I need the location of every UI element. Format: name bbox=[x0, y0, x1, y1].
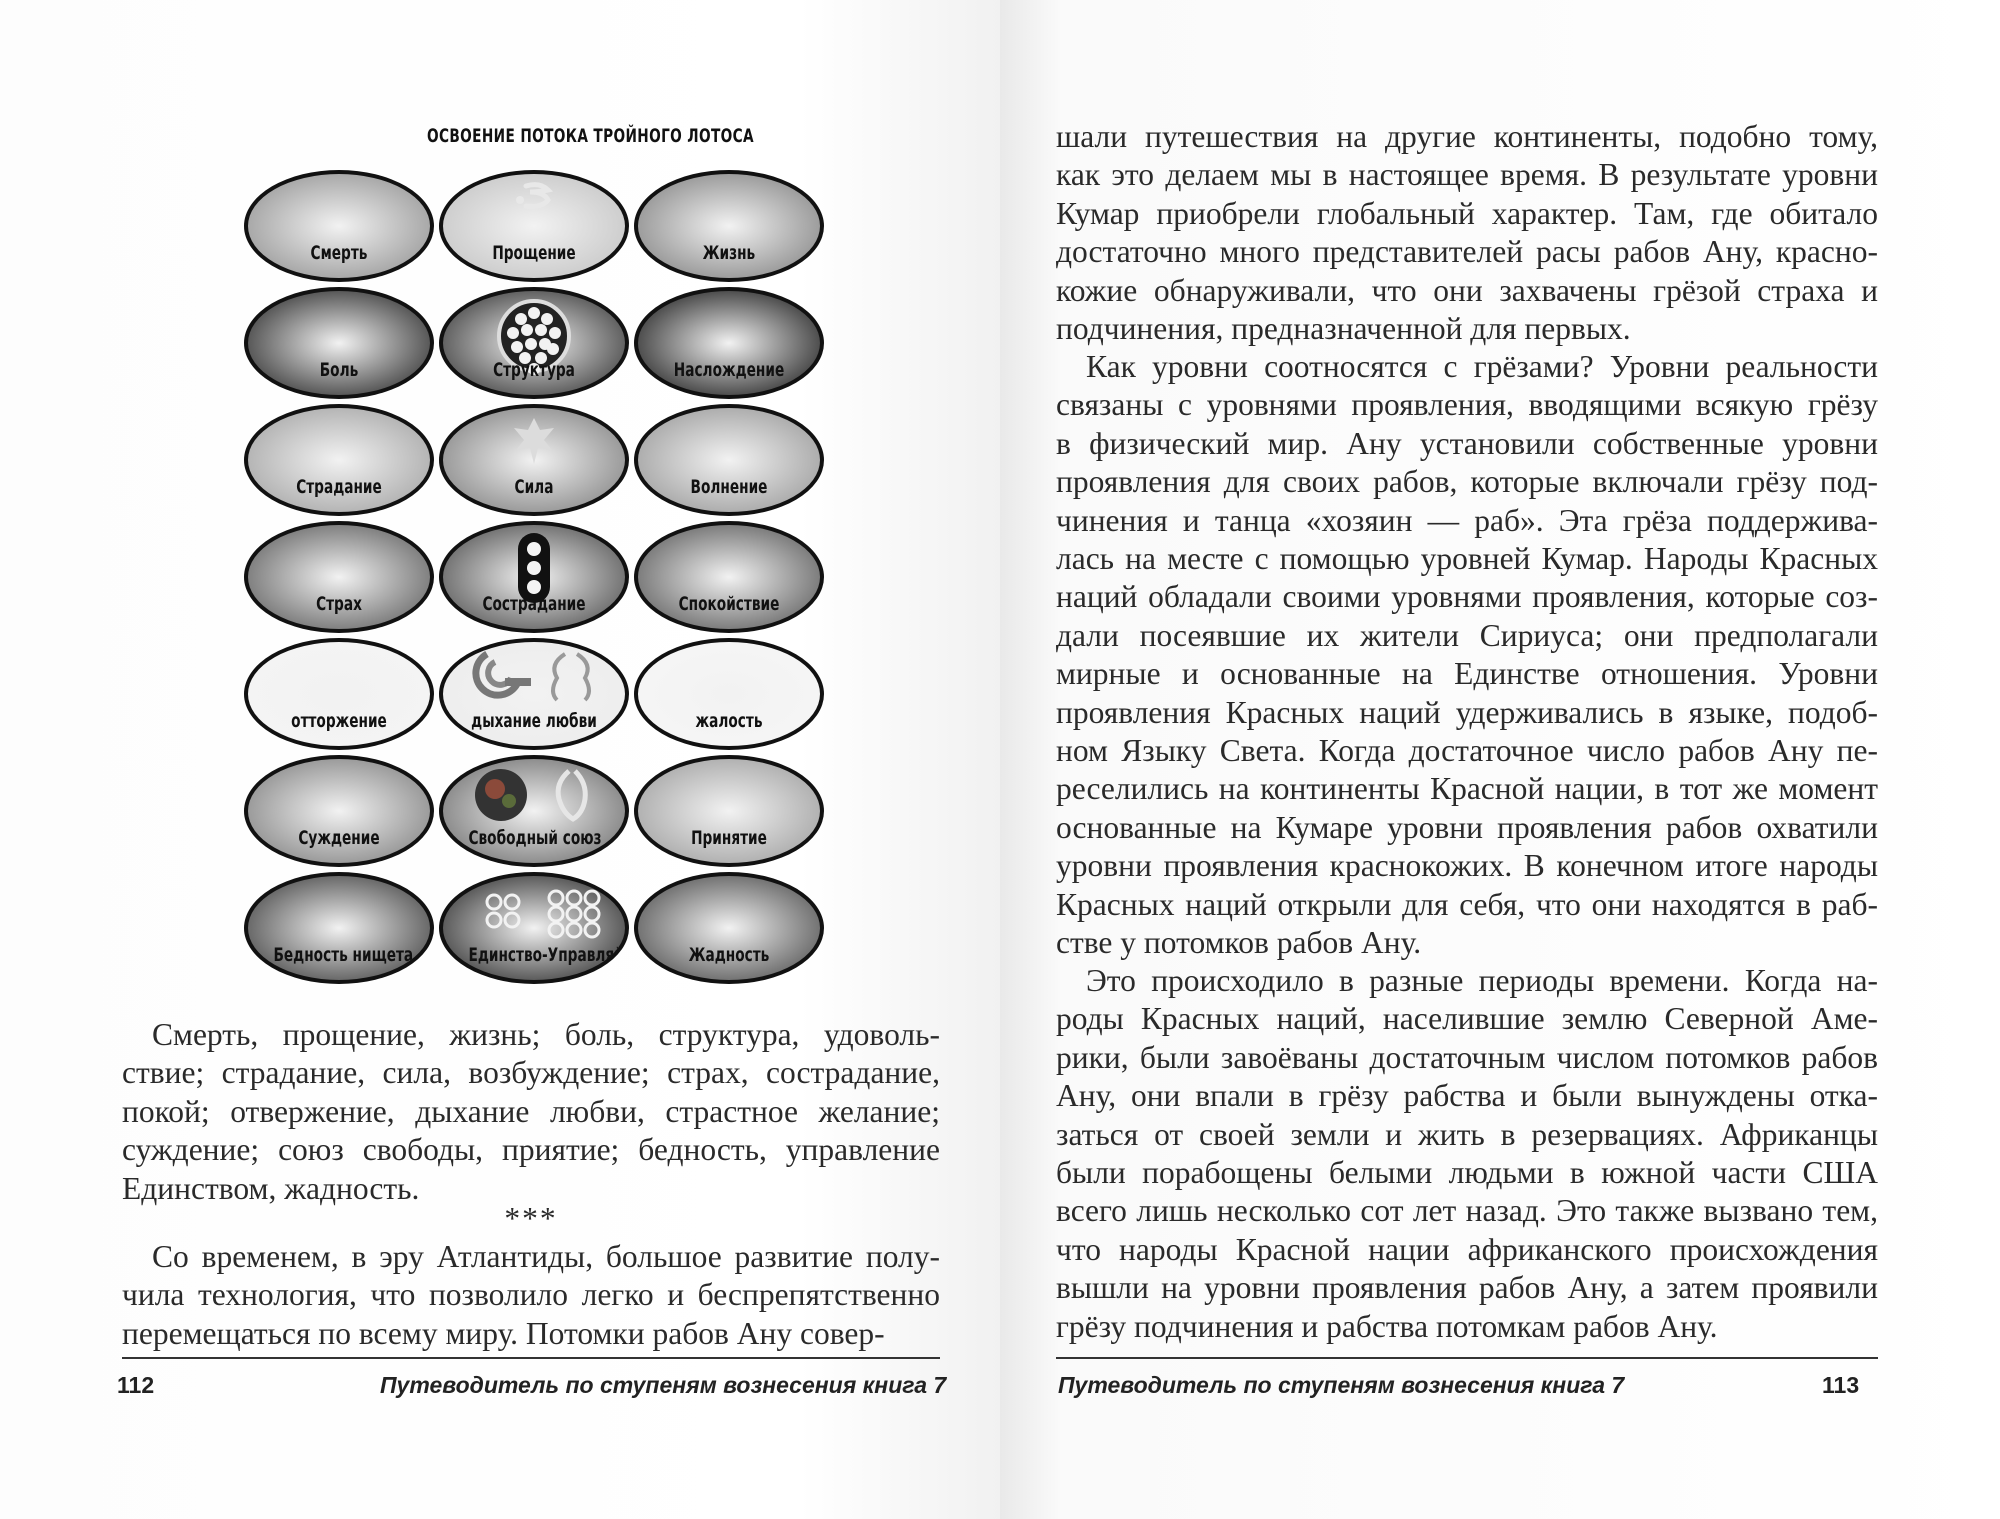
text-line: реселились на континенты Красной нации, в тот же момент bbox=[1056, 771, 1878, 807]
lotus-oval bbox=[244, 170, 434, 282]
lotus-oval bbox=[244, 755, 434, 867]
lotus-oval bbox=[634, 521, 824, 633]
text-line: Кумар приобрели глобальный характер. Там, где обитало bbox=[1056, 195, 1878, 231]
lotus-oval bbox=[634, 287, 824, 399]
text-line: грёзу подчинения и рабства потомкам рабов Ану. bbox=[1056, 1308, 1718, 1344]
oval-label: Спокойствие bbox=[678, 593, 780, 615]
lotus-symbol-icon bbox=[469, 648, 599, 709]
oval-label: Принятие bbox=[691, 827, 767, 849]
text-line: покой; отвержение, дыхание любви, страстное желание; bbox=[122, 1093, 940, 1129]
text-line: лась на месте с помощью уровней Кумар. Народы Красных bbox=[1056, 541, 1878, 577]
text-line: наций обладали своими уровнями проявления, которые соз- bbox=[1056, 579, 1878, 615]
oval-label: Единство-Управляй bbox=[468, 944, 624, 966]
lotus-oval bbox=[439, 872, 629, 984]
oval-label: Жадность bbox=[688, 944, 770, 966]
lotus-oval bbox=[439, 755, 629, 867]
figure-caption bbox=[122, 1016, 940, 1208]
lotus-oval bbox=[244, 521, 434, 633]
lotus-symbol-icon bbox=[469, 765, 599, 830]
text-line: связаны с уровнями проявления, вводящими всякую грёзу bbox=[1056, 387, 1878, 423]
lotus-oval bbox=[439, 521, 629, 633]
running-head: Путеводитель по ступеням вознесения книга 7 bbox=[1058, 1372, 1625, 1398]
page-number: 113 bbox=[1822, 1372, 1860, 1398]
text-line: шали путешествия на другие континенты, подобно тому, bbox=[1056, 119, 1878, 154]
text-line: чила технология, что позволило легко и беспрепятственно bbox=[122, 1277, 940, 1313]
oval-label: Страдание bbox=[296, 476, 382, 498]
text-line: Со временем, в эру Атлантиды, большое развитие полу- bbox=[152, 1239, 940, 1274]
lotus-oval bbox=[439, 404, 629, 516]
footer-rule bbox=[122, 1357, 940, 1359]
text-line: стве у потомков рабов Ану. bbox=[1056, 925, 1422, 961]
lotus-oval bbox=[244, 872, 434, 984]
oval-label: Волнение bbox=[690, 476, 768, 498]
text-line: дали посеявшие их жители Сириуса; они предполагали bbox=[1056, 617, 1878, 653]
lotus-oval bbox=[244, 638, 434, 750]
oval-label: отторжение bbox=[291, 710, 387, 732]
page-number: 112 bbox=[117, 1372, 155, 1398]
text-line: роды Красных наций, населившие землю Северной Аме- bbox=[1056, 1001, 1878, 1037]
text-line: что народы Красной нации африканского происхождения bbox=[1056, 1231, 1878, 1267]
text-line: перемещаться по всему миру. Потомки рабов Ану совер- bbox=[122, 1315, 885, 1351]
text-line: заться от своей земли и жить в резервациях. Африканцы bbox=[1056, 1116, 1878, 1152]
text-line: Ану, они впали в грёзу рабства и были вынуждены отка- bbox=[1056, 1078, 1878, 1114]
lotus-oval bbox=[244, 404, 434, 516]
lotus-oval bbox=[634, 404, 824, 516]
text-line: подчинения, предназначенной для первых. bbox=[1056, 311, 1631, 347]
text-line: уровни проявления краснокожих. В конечном итоге народы bbox=[1056, 848, 1878, 884]
oval-label: Наслождение bbox=[673, 359, 785, 381]
text-line: достаточно много представителей расы рабов Ану, красно- bbox=[1056, 234, 1878, 270]
text-line: всего лишь несколько сот лет назад. Это также вызвано тем, bbox=[1056, 1193, 1878, 1229]
oval-label: жалость bbox=[695, 710, 763, 732]
oval-label: Боль bbox=[319, 359, 359, 381]
oval-label: Смерть bbox=[310, 242, 368, 264]
footer-rule bbox=[1056, 1357, 1878, 1359]
lotus-oval bbox=[634, 638, 824, 750]
lotus-symbol-icon bbox=[509, 414, 559, 473]
oval-label: Структура bbox=[493, 359, 575, 381]
text-line: как это делаем мы в настоящее время. В результате уровни bbox=[1056, 157, 1878, 193]
text-line: суждение; союз свободы, приятие; бедность, управление bbox=[122, 1132, 940, 1168]
paragraph-3 bbox=[1056, 962, 1878, 1346]
text-line: в физический мир. Ану установили собственные уровни bbox=[1056, 425, 1878, 461]
left-paragraph bbox=[122, 1238, 940, 1353]
text-line: чинения и танца «хозяин — раб». Эта грёза поддержива- bbox=[1056, 502, 1878, 538]
text-line: ствие; страдание, сила, возбуждение; страх, сострадание, bbox=[122, 1055, 940, 1091]
text-line: ном Языку Света. Когда достаточное число рабов Ану пе- bbox=[1056, 733, 1878, 769]
text-line: проявления Красных наций удерживались в языке, подоб- bbox=[1056, 694, 1878, 730]
oval-label: Прощение bbox=[492, 242, 576, 264]
text-line: вышли на уровни проявления рабов Ану, а затем проявили bbox=[1056, 1270, 1878, 1306]
oval-label: Жизнь bbox=[702, 242, 756, 264]
oval-label: Сила bbox=[514, 476, 554, 498]
right-page bbox=[1000, 0, 2000, 1519]
text-line: Красных наций открыли для себя, что они находятся в раб- bbox=[1056, 886, 1878, 922]
text-line: рики, были завоёваны достаточным числом потомков рабов bbox=[1056, 1039, 1878, 1075]
text-line: Как уровни соотносятся с грёзами? Уровни реальности bbox=[1086, 349, 1878, 384]
text-line: были порабощены белыми людьми в южной части США bbox=[1056, 1155, 1878, 1191]
paragraph-1 bbox=[1056, 118, 1878, 348]
text-line: кожие обнаруживали, что они захвачены грёзой страха и bbox=[1056, 272, 1878, 308]
paragraph-2 bbox=[1056, 348, 1878, 963]
oval-label: Страх bbox=[316, 593, 362, 615]
figure-title: ОСВОЕНИЕ ПОТОКА ТРОЙНОГО ЛОТОСА bbox=[427, 125, 755, 147]
lotus-oval bbox=[439, 638, 629, 750]
lotus-oval bbox=[634, 872, 824, 984]
text-line: основанные на Кумаре уровни проявления рабов охватили bbox=[1056, 809, 1878, 845]
lotus-oval bbox=[439, 287, 629, 399]
text-line: мирные и основанные на Единстве отношения. Уровни bbox=[1056, 656, 1878, 692]
lotus-oval bbox=[439, 170, 629, 282]
oval-label: Сострадание bbox=[482, 593, 586, 615]
separator: *** bbox=[504, 1201, 558, 1236]
lotus-oval bbox=[244, 287, 434, 399]
lotus-symbol-icon bbox=[464, 882, 604, 945]
text-line: проявления для своих рабов, которые включали грёзу под- bbox=[1056, 464, 1878, 500]
lotus-symbol-icon bbox=[512, 180, 556, 225]
oval-label: дыхание любви bbox=[471, 710, 597, 732]
running-head: Путеводитель по ступеням вознесения книга 7 bbox=[380, 1372, 947, 1398]
oval-label: Свободный союз bbox=[468, 827, 602, 849]
oval-label: Бедность нищета bbox=[273, 944, 414, 966]
oval-label: Суждение bbox=[298, 827, 380, 849]
lotus-oval bbox=[634, 170, 824, 282]
text-line: Смерть, прощение, жизнь; боль, структура, удоволь- bbox=[152, 1017, 940, 1052]
text-line: Это происходило в разные периоды времени. Когда на- bbox=[1086, 963, 1878, 998]
text-line: Единством, жадность. bbox=[122, 1170, 420, 1206]
lotus-oval bbox=[634, 755, 824, 867]
